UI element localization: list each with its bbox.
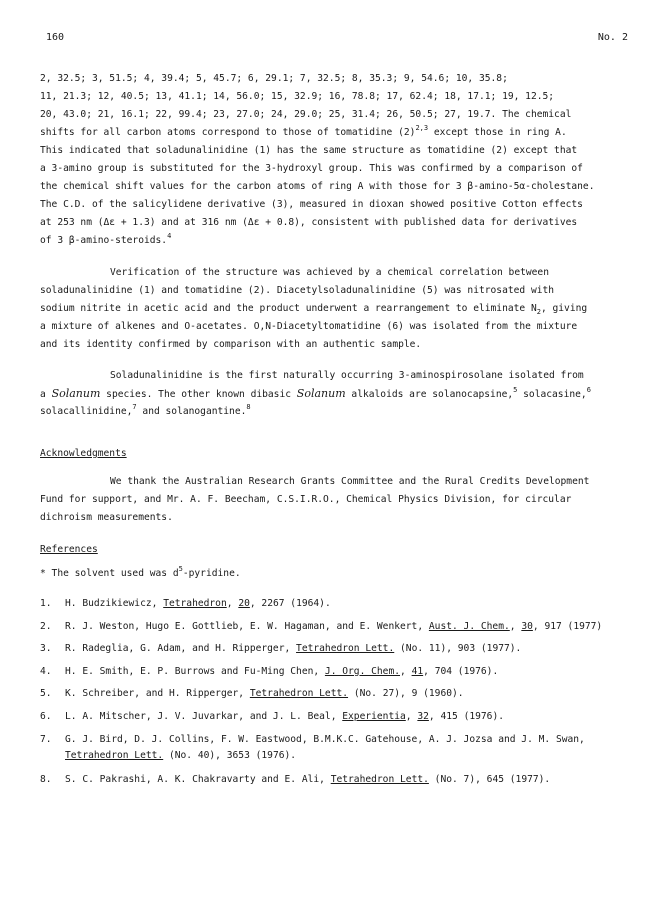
text-span: (No. 7), 645 (1977). [428, 773, 551, 785]
text-span: (No. 40), 3653 (1976). [163, 749, 297, 761]
citation-superscript: 5 [513, 386, 518, 394]
reference-item [40, 686, 650, 709]
text-line [40, 124, 640, 142]
text-span: , giving [540, 303, 588, 314]
text-line: 20, 43.0; 21, 16.1; 22, 99.4; 23, 27.0; 24, 29.0; 25, 31.4; 26, 50.5; 27, 19.7. The chemical [40, 109, 572, 120]
text-line: Fund for support, and Mr. A. F. Beecham, C.S.I.R.O., Chemical Physics Division, for circular [40, 494, 572, 505]
reference-number: 3. [40, 643, 52, 655]
text-span: solacasine, [517, 389, 587, 400]
text-span: , 415 (1976). [428, 710, 505, 722]
text-span: The solvent used was d [45, 568, 179, 579]
text-span: (No. 11), 903 (1977). [394, 643, 522, 655]
citation-superscript: 6 [586, 386, 591, 394]
reference-item [40, 596, 650, 619]
text-span: sodium nitrite in acetic acid and the product underwent a rearrangement to eliminate N [40, 303, 537, 314]
reference-text [65, 619, 602, 635]
text-line [40, 403, 640, 421]
text-line: We thank the Australian Research Grants Committee and the Rural Credits Development [110, 476, 590, 487]
genus-name: Solanum [51, 387, 101, 400]
reference-number: 7. [40, 733, 52, 745]
text-span: (No. 27), 9 (1960). [348, 688, 464, 700]
volume-number: 20 [238, 598, 250, 609]
reference-text [65, 732, 585, 764]
text-span: -pyridine. [182, 568, 241, 579]
verification-paragraph [40, 264, 640, 354]
text-line: dichroism measurements. [40, 512, 173, 523]
journal-name: Aust. J. Chem. [428, 620, 510, 632]
text-line: 11, 21.3; 12, 40.5; 13, 41.1; 14, 56.0; 15, 32.9; 16, 78.8; 17, 62.4; 18, 17.1; 19, 12.5; [40, 91, 555, 102]
superscript: 5 [178, 565, 183, 573]
reference-item [40, 709, 650, 732]
text-line: and its identity confirmed by comparison with an authentic sample. [40, 339, 422, 350]
text-line: 2, 32.5; 3, 51.5; 4, 39.4; 5, 45.7; 6, 29.1; 7, 32.5; 8, 35.3; 9, 54.6; 10, 35.8; [40, 73, 508, 84]
reference-text [65, 772, 550, 788]
citation-superscript: 8 [246, 403, 251, 411]
volume-number: 30 [521, 620, 533, 632]
reference-item [40, 641, 650, 664]
reference-number: 2. [40, 620, 52, 632]
text-line: Verification of the structure was achieved by a chemical correlation between [110, 267, 549, 278]
reference-number: 6. [40, 710, 52, 722]
text-line: at 253 nm (Δε + 1.3) and at 316 nm (Δε + 0.8), consistent with published data for derivatives [40, 217, 578, 228]
reference-item [40, 732, 650, 772]
text-span: a [40, 389, 52, 400]
journal-name: J. Org. Chem. [324, 665, 401, 677]
reference-list [40, 596, 650, 794]
reference-item [40, 664, 650, 687]
reference-number: 4. [40, 665, 52, 677]
footnote-marker: * [40, 568, 46, 579]
acknowledgments-heading: Acknowledgments [40, 448, 127, 459]
text-line: The C.D. of the salicylidene derivative (3), measured in dioxan showed positive Cotton effects [40, 199, 583, 210]
issue-number: No. 2 [597, 32, 628, 43]
text-span: , [405, 710, 418, 722]
text-span: except those in ring A. [428, 127, 567, 138]
citation-superscript: 2,3 [415, 124, 429, 132]
volume-number: 32 [417, 710, 429, 722]
text-span: species. The other known dibasic [100, 389, 297, 400]
text-line [40, 385, 640, 403]
volume-number: 41 [411, 665, 424, 677]
text-span: , [400, 665, 412, 677]
journal-name: Experientia [342, 710, 406, 722]
acknowledgments-paragraph [40, 473, 640, 527]
text-span: , [509, 620, 522, 632]
text-line: the chemical shift values for the carbon atoms of ring A with those for 3 β-amino-5α-cholestane. [40, 181, 595, 192]
reference-number: 1. [40, 598, 52, 609]
reference-item [40, 772, 650, 795]
text-line: Soladunalinidine is the first naturally occurring 3-aminospirosolane isolated from [110, 370, 584, 381]
text-span: and solanogantine. [136, 406, 247, 417]
reference-authors: G. J. Bird, D. J. Collins, F. W. Eastwood, B.M.K.C. Gatehouse, A. J. Jozsa and J. M. Swan, [65, 733, 585, 745]
text-line [40, 300, 640, 318]
text-span: solacallinidine, [40, 406, 133, 417]
reference-authors: H. Budzikiewicz, [65, 598, 164, 609]
reference-number: 8. [40, 773, 52, 785]
text-span: of 3 β-amino-steroids. [40, 235, 168, 246]
citation-superscript: 7 [132, 403, 137, 411]
text-line: soladunalinidine (1) and tomatidine (2). Diacetylsoladunalinidine (5) was nitrosated with [40, 285, 555, 296]
subscript: 2 [536, 308, 541, 316]
text-line: This indicated that soladunalinidine (1) has the same structure as tomatidine (2) except that [40, 145, 578, 156]
journal-name: Tetrahedron Lett. [249, 688, 349, 700]
journal-name: Tetrahedron Lett. [65, 749, 164, 761]
reference-authors: K. Schreiber, and H. Ripperger, [65, 688, 250, 700]
solvent-footnote [40, 565, 241, 579]
reference-authors: H. E. Smith, E. P. Burrows and Fu-Ming Chen, [65, 665, 325, 677]
journal-name: Tetrahedron Lett. [296, 643, 395, 655]
reference-text [65, 709, 504, 725]
text-span: , 917 (1977) [532, 620, 603, 632]
reference-text [65, 596, 331, 612]
occurrence-paragraph [40, 367, 640, 421]
reference-number: 5. [40, 688, 52, 700]
text-span: , 704 (1976). [423, 665, 499, 677]
reference-text [65, 664, 498, 680]
references-heading: References [40, 544, 98, 555]
text-span: shifts for all carbon atoms correspond to those of tomatidine (2) [40, 127, 416, 138]
journal-name: Tetrahedron [163, 598, 227, 609]
citation-superscript: 4 [167, 232, 172, 240]
reference-item [40, 619, 650, 642]
text-line: a 3-amino group is substituted for the 3-hydroxyl group. This was confirmed by a comparison of [40, 163, 583, 174]
nmr-shifts-paragraph [40, 70, 640, 250]
text-span: alkaloids are solanocapsine, [345, 389, 514, 400]
text-line [40, 232, 640, 250]
journal-name: Tetrahedron Lett. [330, 773, 429, 785]
text-span: , 2267 (1964). [249, 598, 331, 609]
reference-text [65, 686, 464, 702]
text-span: , [226, 598, 239, 609]
reference-authors: R. J. Weston, Hugo E. Gottlieb, E. W. Hagaman, and E. Wenkert, [65, 620, 429, 632]
page-number: 160 [46, 32, 65, 43]
genus-name: Solanum [296, 387, 346, 400]
reference-authors: S. C. Pakrashi, A. K. Chakravarty and E. Ali, [65, 773, 331, 785]
reference-authors: L. A. Mitscher, J. V. Juvarkar, and J. L. Beal, [65, 710, 343, 722]
reference-text [65, 641, 521, 657]
reference-authors: R. Radeglia, G. Adam, and H. Ripperger, [65, 643, 297, 655]
text-line: a mixture of alkenes and O-acetates. O,N-Diacetyltomatidine (6) was isolated from the mixture [40, 321, 578, 332]
